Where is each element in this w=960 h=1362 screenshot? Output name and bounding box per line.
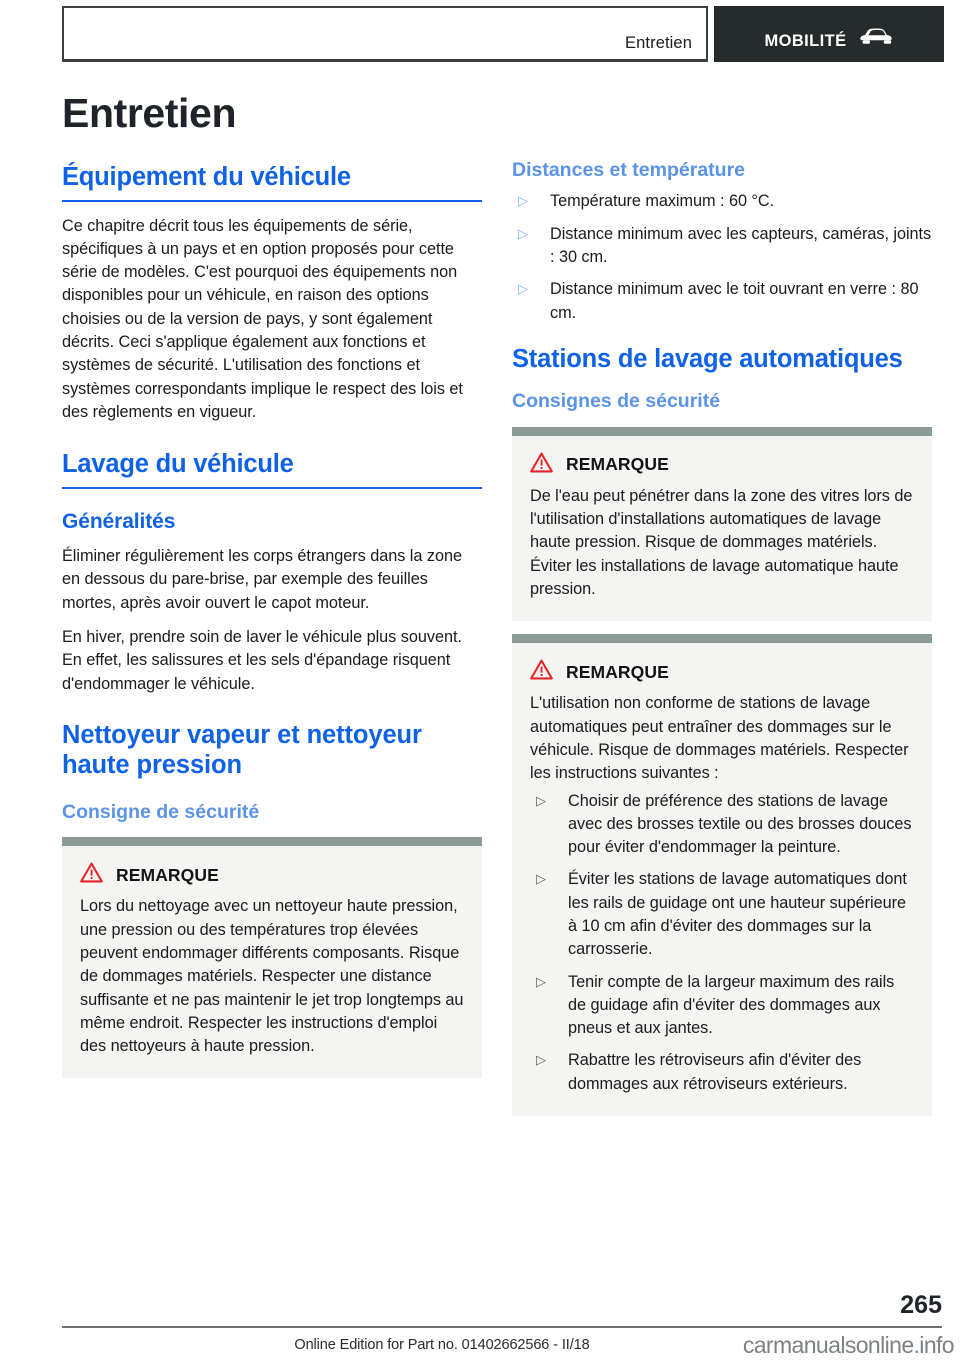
list-item-text: Choisir de préférence des stations de lavage avec des brosses textile ou des brosses douces pour éviter d'endommager la peinture. bbox=[568, 791, 912, 857]
left-column bbox=[62, 159, 482, 1116]
list-item bbox=[530, 1049, 914, 1096]
list-item bbox=[512, 190, 932, 213]
page-number: 265 bbox=[900, 1291, 942, 1319]
page-footer bbox=[0, 1291, 960, 1362]
list-item bbox=[530, 790, 914, 860]
note-title: REMARQUE bbox=[116, 864, 219, 885]
paragraph-generalites-1: Éliminer régulièrement les corps étrangers dans la zone en dessous du pare-brise, par exemple des feuilles mortes, après avoir ouvert le capot moteur. bbox=[62, 547, 462, 612]
note-box-nettoyeur bbox=[62, 837, 482, 1078]
header-chapter-tab[interactable] bbox=[62, 6, 708, 62]
note-header bbox=[530, 659, 914, 685]
list-item-text: Distance minimum avec le toit ouvrant en verre : 80 cm. bbox=[550, 280, 919, 322]
paragraph-generalites-2: En hiver, prendre soin de laver le véhicule plus souvent. En effet, les salissures et les sels d'épandage risquent d'endommager le véhicule. bbox=[62, 627, 462, 693]
warning-triangle-icon bbox=[530, 659, 553, 685]
triangle-bullet-icon: ▷ bbox=[536, 1052, 546, 1068]
list-item bbox=[512, 223, 932, 270]
list-distances bbox=[512, 190, 932, 324]
right-column bbox=[512, 159, 932, 1116]
heading-consignes-de-securite: Consignes de sécurité bbox=[512, 390, 721, 413]
triangle-bullet-icon: ▷ bbox=[536, 973, 546, 989]
triangle-bullet-icon: ▷ bbox=[536, 792, 546, 808]
heading-nettoyeur-vapeur: Nettoyeur vapeur et nettoyeur haute pression bbox=[62, 720, 422, 780]
header-brand-tab[interactable] bbox=[714, 6, 944, 62]
footer-edition-text: Online Edition for Part no. 01402662566 - II/18 bbox=[294, 1337, 590, 1353]
list-item-text: Température maximum : 60 °C. bbox=[550, 192, 775, 211]
note-title: REMARQUE bbox=[566, 661, 669, 682]
heading-distances-et-temperature: Distances et température bbox=[512, 159, 746, 181]
warning-triangle-icon bbox=[80, 862, 103, 888]
warning-triangle-icon bbox=[530, 452, 553, 478]
triangle-bullet-icon: ▷ bbox=[518, 281, 528, 297]
note-title: REMARQUE bbox=[566, 454, 669, 475]
heading-lavage-du-vehicule: Lavage du véhicule bbox=[62, 450, 482, 489]
content-columns bbox=[0, 137, 960, 1116]
note-header bbox=[80, 862, 464, 888]
list-item-text: Rabattre les rétroviseurs afin d'éviter des dommages aux rétroviseurs extérieurs. bbox=[568, 1051, 862, 1093]
heading-equipement-du-vehicule: Équipement du véhicule bbox=[62, 163, 482, 202]
page-title: Entretien bbox=[62, 90, 237, 136]
list-item-text: Tenir compte de la largeur maximum des rails de guidage afin d'éviter des dommages aux pneus et aux jantes. bbox=[568, 972, 895, 1038]
paragraph-equipement: Ce chapitre décrit tous les équipements de série, spécifiques à un pays et en option proposés pour cette série de modèles. C'est pourquoi des équipements non disponibles pour un véhicule, en raison des options choisies ou de la version de pays, y sont également décrits. Ceci s'applique également aux fonctions et systèmes de sécurité. L'utilisation des fonctions et systèmes correspondants implique le respect des lois et des règlements en vigueur. bbox=[62, 216, 463, 421]
note-header bbox=[530, 452, 914, 478]
header-brand-label: MOBILITÉ bbox=[764, 32, 847, 50]
page-header bbox=[0, 0, 960, 62]
list-item-text: Éviter les stations de lavage automatiques dont les rails de guidage ont une hauteur supérieure à 10 cm afin d'éviter des dommages sur la carrosserie. bbox=[568, 870, 907, 959]
triangle-bullet-icon: ▷ bbox=[518, 225, 528, 241]
list-item bbox=[530, 868, 914, 961]
list-item bbox=[530, 971, 914, 1041]
heading-consigne-de-securite: Consigne de sécurité bbox=[62, 800, 260, 823]
watermark-text: carmanualsonline.info bbox=[742, 1332, 954, 1358]
list-stations-instructions bbox=[530, 790, 914, 1097]
car-icon bbox=[860, 27, 894, 51]
note-body: Lors du nettoyage avec un nettoyeur haute pression, une pression ou des températures trop élevées peuvent endommager différents composants. Risque de dommages matériels. Respecter une distance suffisante et ne pas maintenir le jet trop longtemps au même endroit. Respecter les instructions d'emploi des nettoyeurs à haute pression. bbox=[80, 897, 464, 1056]
note-box-stations-2 bbox=[512, 634, 932, 1116]
list-item bbox=[512, 278, 932, 325]
note-body: L'utilisation non conforme de stations de lavage automatiques peut entraîner des dommages sur le véhicule. Risque de dommages matériels. Respecter les instructions suivantes : bbox=[530, 694, 909, 783]
heading-stations-de-lavage: Stations de lavage automatiques bbox=[512, 344, 903, 373]
list-item-text: Distance minimum avec les capteurs, caméras, joints : 30 cm. bbox=[550, 224, 932, 266]
footer-line bbox=[0, 1328, 960, 1362]
triangle-bullet-icon: ▷ bbox=[536, 871, 546, 887]
note-box-stations-1 bbox=[512, 427, 932, 621]
heading-generalites: Généralités bbox=[62, 509, 176, 533]
note-body: De l'eau peut pénétrer dans la zone des vitres lors de l'utilisation d'installations automatiques de lavage haute pression. Risque de dommages matériels. Éviter les installations de lavage automatique haute pression. bbox=[530, 486, 913, 599]
triangle-bullet-icon: ▷ bbox=[518, 193, 528, 209]
header-chapter-label: Entretien bbox=[625, 34, 692, 52]
